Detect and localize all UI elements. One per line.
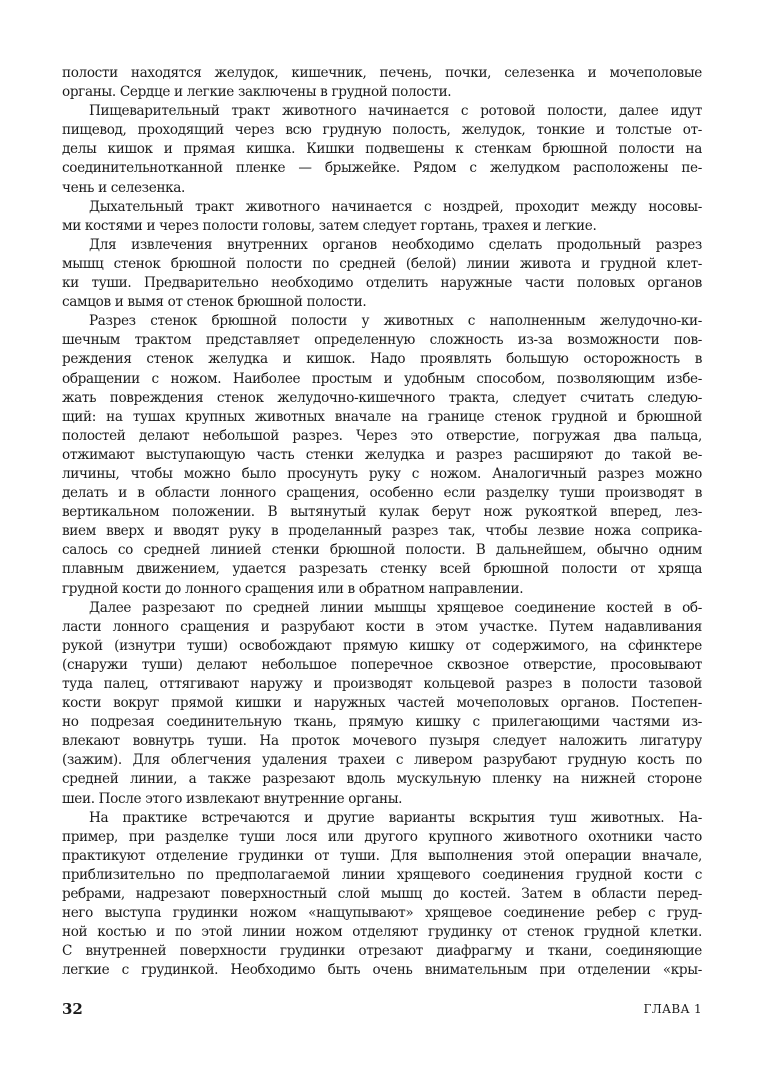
page-number: 32	[62, 1000, 83, 1018]
text-line: жать повреждения стенок желудочно-кишечного тракта, следует считать следую-	[62, 389, 702, 406]
text-line: ки туши. Предварительно необходимо отделить наружные части половых органов	[62, 275, 702, 292]
chapter-label: ГЛАВА 1	[643, 1002, 702, 1016]
text-line: грудной кости до лонного сращения или в обратном направлении.	[62, 580, 524, 597]
body-text	[62, 64, 702, 981]
text-line: салось со средней линией стенки брюшной полости. В дальнейшем, обычно одним	[62, 542, 702, 559]
text-line: шечным трактом представляет определенную сложность из-за возможности пов-	[62, 332, 702, 349]
text-line: (снаружи туши) делают небольшое поперечное сквозное отверстие, просовывают	[62, 656, 702, 673]
text-line: полостей делают небольшой разрез. Через это отверстие, погружая два пальца,	[62, 427, 702, 444]
text-line: личины, чтобы можно было просунуть руку с ножом. Аналогичный разрез можно	[62, 465, 702, 482]
text-line: реждения стенок желудка и кишок. Надо проявлять большую осторожность в	[62, 351, 702, 368]
text-line: него выступа грудинки ножом «нащупывают» хрящевое соединение ребер с груд-	[62, 905, 702, 922]
text-line: пищевод, проходящий через всю грудную полость, желудок, тонкие и толстые от-	[62, 122, 702, 139]
text-line: но подрезая соединительную ткань, прямую кишку с прилегающими частями из-	[62, 714, 702, 731]
text-line: вертикальном положении. В вытянутый кулак берут нож рукояткой вперед, лез-	[62, 504, 702, 521]
text-line: На практике встречаются и другие варианты вскрытия туш животных. На-	[89, 809, 702, 826]
paragraph	[62, 102, 702, 197]
text-line: полости находятся желудок, кишечник, печень, почки, селезенка и мочеполовые	[62, 65, 702, 81]
text-line: ласти лонного сращения и разрубают кости в этом участке. Путем надавливания	[62, 618, 702, 635]
paragraph	[62, 599, 702, 809]
text-line: чень и селезенка.	[62, 179, 186, 196]
text-line: щий: на тушах крупных животных вначале на границе стенок грудной и брюшной	[62, 408, 702, 425]
text-line: делы кишок и прямая кишка. Кишки подвешены к стенкам брюшной полости на	[62, 141, 702, 158]
text-line: Разрез стенок брюшной полости у животных с наполненным желудочно-ки-	[89, 313, 702, 330]
text-line: вием вверх и вводят руку в проделанный разрез так, чтобы лезвие ножа соприка-	[62, 523, 702, 540]
paragraph	[62, 809, 702, 981]
text-line: практикуют отделение грудинки от туши. Для выполнения этой операции вначале,	[62, 847, 702, 864]
text-line: кости вокруг прямой кишки и наружных частей мочеполовых органов. Постепен-	[62, 695, 702, 712]
text-line: Для извлечения внутренних органов необходимо сделать продольный разрез	[89, 236, 702, 253]
text-line: рукой (изнутри туши) освобождают прямую кишку от содержимого, на сфинктере	[62, 637, 702, 654]
paragraph	[62, 236, 702, 312]
text-line: С внутренней поверхности грудинки отрезают диафрагму и ткани, соединяющие	[62, 943, 702, 960]
text-line: туда палец, оттягивают наружу и производят кольцевой разрез в полости тазовой	[62, 676, 702, 692]
text-line: мышц стенок брюшной полости по средней (белой) линии живота и грудной клет-	[62, 255, 702, 272]
text-line: делать и в области лонного сращения, особенно если разделку туши производят в	[62, 485, 702, 502]
page-footer	[62, 1000, 702, 1022]
text-line: ной костью и по этой линии ножом отделяют грудинку от стенок грудной клетки.	[62, 924, 702, 941]
text-line: ребрами, надрезают поверхностный слой мышц до костей. Затем в области перед-	[62, 886, 702, 903]
text-line: приблизительно по предполагаемой линии хрящевого соединения грудной кости с	[62, 866, 702, 883]
text-line: (зажим). Для облегчения удаления трахеи с ливером разрубают грудную кость по	[62, 752, 702, 769]
text-line: легкие с грудинкой. Необходимо быть очень внимательным при отделении «кры-	[62, 962, 702, 979]
text-line: шеи. После этого извлекают внутренние органы.	[62, 790, 403, 807]
text-line: Дыхательный тракт животного начинается с ноздрей, проходит между носовы-	[89, 198, 702, 215]
text-line: органы. Сердце и легкие заключены в грудной полости.	[62, 84, 452, 101]
text-line: средней линии, а также разрезают вдоль мускульную пленку на нижней стороне	[62, 771, 702, 788]
text-line: самцов и вымя от стенок брюшной полости.	[62, 294, 367, 311]
text-line: ми костями и через полости головы, затем следует гортань, трахея и легкие.	[62, 217, 597, 234]
text-line: влекают вовнутрь туши. На проток мочевого пузыря следует наложить лигатуру	[62, 733, 702, 750]
text-line: соединительнотканной пленке — брыжейке. Рядом с желудком расположены пе-	[62, 160, 702, 177]
text-line: обращении с ножом. Наиболее простым и удобным способом, позволяющим избе-	[62, 370, 702, 387]
text-line: плавным движением, удается разрезать стенку всей брюшной полости от хряща	[62, 561, 702, 578]
text-line: Пищеварительный тракт животного начинается с ротовой полости, далее идут	[89, 103, 702, 120]
paragraph	[62, 198, 702, 236]
text-line: пример, при разделке туши лося или другого крупного животного охотники часто	[62, 828, 702, 845]
text-line: отжимают выступающую часть стенки желудка и разрез расширяют до такой ве-	[62, 446, 702, 463]
paragraph	[62, 312, 702, 598]
text-line: Далее разрезают по средней линии мышцы хрящевое соединение костей в об-	[89, 599, 702, 616]
paragraph	[62, 64, 702, 102]
